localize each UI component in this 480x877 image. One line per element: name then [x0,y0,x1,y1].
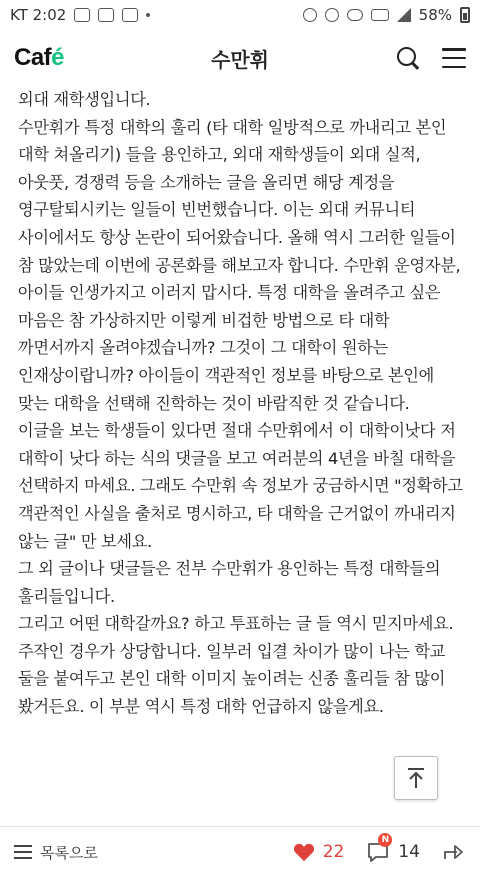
back-to-list-button[interactable] [14,842,98,863]
comment-count: 14 [398,842,420,862]
talk-notification-icon [98,8,114,22]
list-icon [14,845,32,859]
share-button[interactable] [442,841,466,863]
logo-accent: é [51,44,65,71]
cafe-logo[interactable] [14,44,64,72]
share-icon [442,841,466,863]
carrier-time: KT 2:02 [10,6,67,24]
back-to-list-label: 목록으로 [40,843,98,862]
alarm-icon [325,8,339,22]
menu-icon[interactable] [442,48,466,68]
image-notification-icon [122,8,138,22]
more-notifications-icon [146,13,150,17]
search-icon[interactable] [396,46,420,70]
mute-icon [303,8,317,22]
article-paragraph: 그리고 어떤 대학갈까요? 하고 투표하는 글 들 역시 믿지마세요. 주작인 경우가 상당합니다. 일부러 입결 차이가 많이 나는 학교 둘을 붙여두고 본인 대학 이미지 높이려는 신종 훌리들 참 많이 봤거든요. 이 부분 역시 특정 대학 언급하지 않을게요. [18,614,454,717]
page-title: 수만휘 [211,47,269,72]
wifi-icon [347,9,363,21]
app-header [0,30,480,86]
comment-button[interactable] [366,835,420,863]
bottom-bar [0,826,480,877]
gallery-notification-icon [74,8,90,22]
battery-percent: 58% [418,6,452,24]
heart-icon [293,842,315,862]
like-button[interactable] [293,842,345,862]
battery-icon [460,7,470,23]
scroll-to-top-button[interactable] [394,756,438,800]
status-bar [0,0,480,30]
article-paragraph: 수만휘가 특정 대학의 훌리 (타 대학 일방적으로 까내리고 본인 대학 쳐올리기) 들을 용인하고, 외대 재학생들이 외대 실적, 아웃풋, 경쟁력 등을 소개하는 글을 올리면 해당 계정을 영구탈퇴시키는 일들이 빈번했습니다. 이는 외대 커뮤니티 사이에서도 항상 논란이 되어왔습니다. 올해 역시 그러한 일들이 참 많았는데 이번에 공론화를 해보고자 합니다. 수만휘 운영자분, 아이들 인생가지고 이러지 맙시다. 특정 대학을 올려주고 싶은 마음은 참 가상하지만 이렇게 비겁한 방법으로 타 대학 까면서까지 올려야겠습니까? 그것이 그 대학이 원하는 인재상이랍니까? 아이들이 객관적인 정보를 바탕으로 본인에 맞는 대학을 선택해 진학하는 것이 바람직한 것 같습니다. [18,117,461,413]
logo-text: Caf [14,44,52,71]
article-body [18,86,466,826]
article-paragraph: 외대 재학생입니다. [18,90,151,109]
hd-voice-icon [371,9,389,21]
article-paragraph: 이글을 보는 학생들이 있다면 절대 수만휘에서 이 대학이낫다 저 대학이 낫다 하는 식의 댓글을 보고 여러분의 4년을 바칠 대학을 선택하지 마세요. 그래도 수만휘 속 정보가 궁금하시면 "정확하고 객관적인 사실을 출처로 명시하고, 타 대학을 근거없이 까내리지 않는 글" 만 보세요. [18,421,463,551]
signal-icon [397,8,411,22]
arrow-up-icon [406,767,426,789]
new-comment-badge: N [378,833,392,847]
article-paragraph: 그 외 글이나 댓글들은 전부 수만휘가 용인하는 특정 대학들의 훌리들입니다. [18,559,441,606]
like-count: 22 [322,842,345,862]
